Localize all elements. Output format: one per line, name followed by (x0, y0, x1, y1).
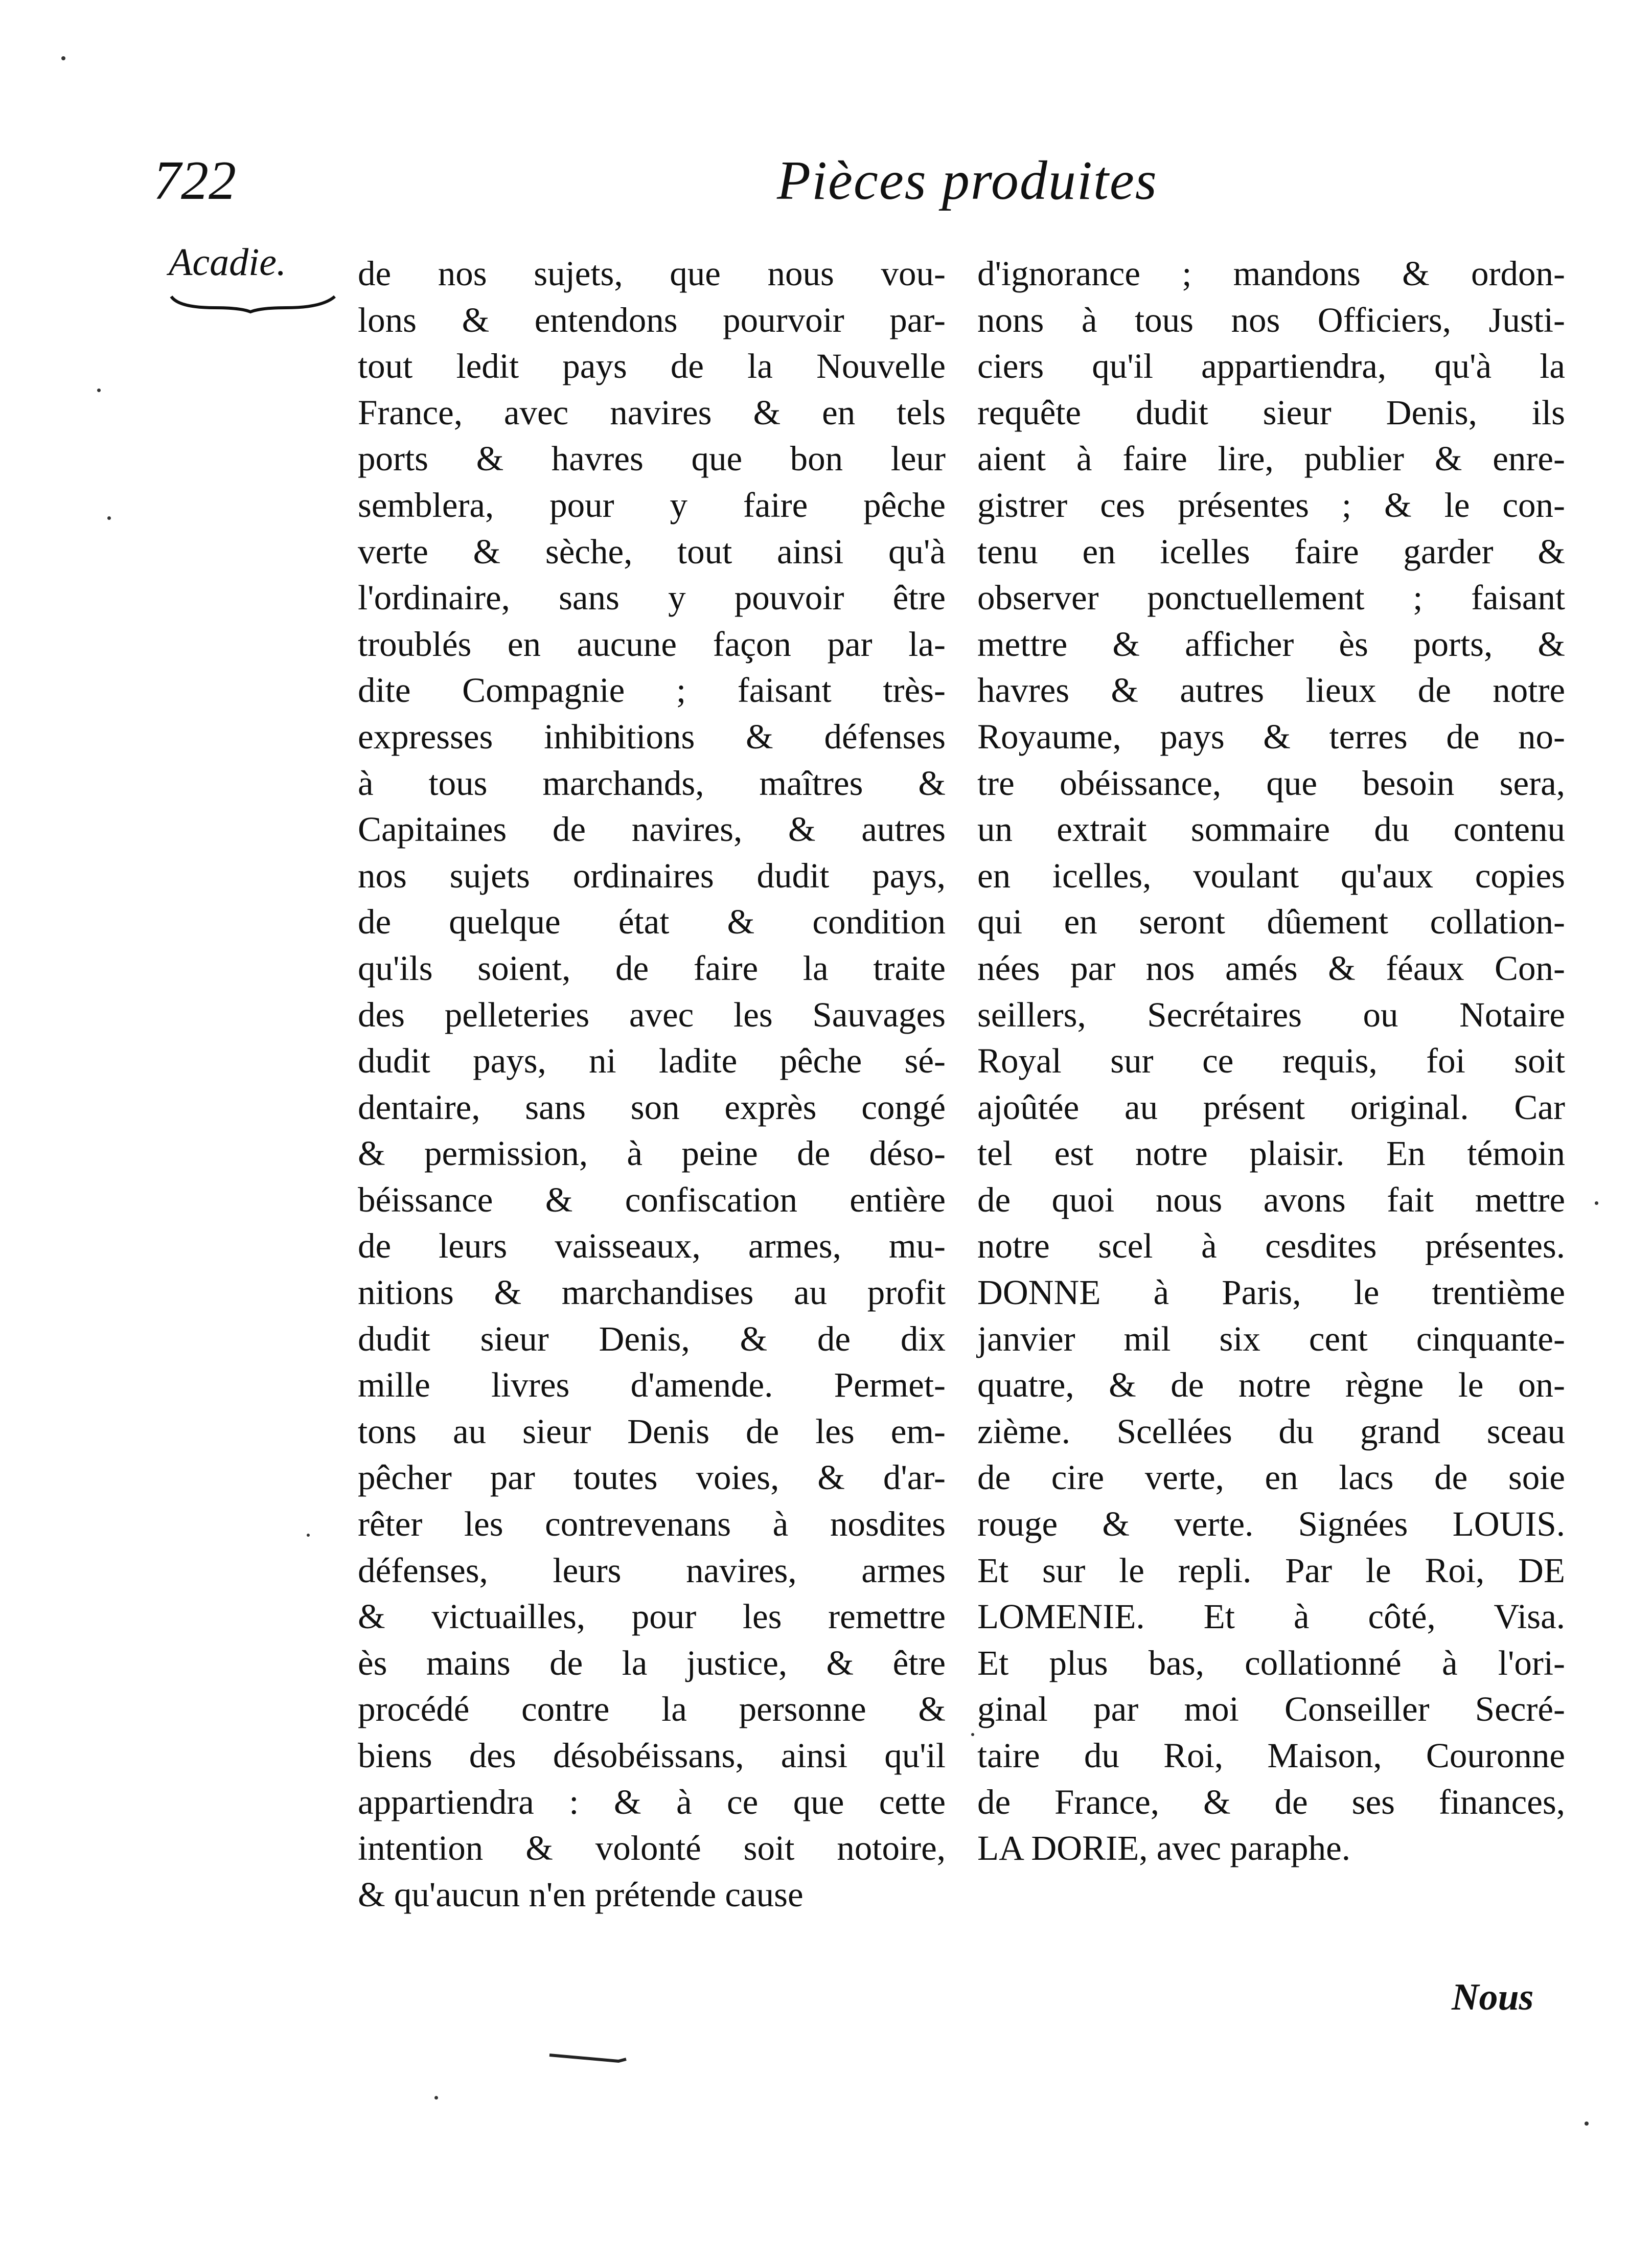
text-line: à tous marchands, maîtres & (358, 763, 946, 803)
text-line: Capitaines de navires, & autres (358, 810, 946, 849)
text-line: gistrer ces présentes ; & le con- (977, 485, 1565, 524)
text-line: Royal sur ce requis, foi soit (977, 1041, 1565, 1081)
text-line: qui en seront dûement collation- (977, 902, 1565, 942)
text-line: défenses, leurs navires, armes (358, 1550, 946, 1590)
text-line: Et sur le repli. Par le Roi, DE (977, 1550, 1565, 1590)
catchword: Nous (1452, 1976, 1534, 2018)
text-line: des pelleteries avec les Sauvages (358, 995, 946, 1034)
text-line: en icelles, voulant qu'aux copies (977, 856, 1565, 895)
text-line: dite Compagnie ; faisant très- (358, 671, 946, 710)
print-speck (97, 389, 101, 392)
text-line: notre scel à cesdites présentes. (977, 1226, 1565, 1266)
text-line: Et plus bas, collationné à l'ori- (977, 1643, 1565, 1682)
text-line: requête dudit sieur Denis, ils (977, 393, 1565, 432)
text-line: tel est notre plaisir. En témoin (977, 1134, 1565, 1173)
text-line: zième. Scellées du grand sceau (977, 1411, 1565, 1451)
text-line: lons & entendons pourvoir par- (358, 300, 946, 339)
text-line: de cire verte, en lacs de soie (977, 1458, 1565, 1497)
text-line: pêcher par toutes voies, & d'ar- (358, 1458, 946, 1497)
text-line: de leurs vaisseaux, armes, mu- (358, 1226, 946, 1266)
text-line: havres & autres lieux de notre (977, 671, 1565, 710)
text-line: de quelque état & condition (358, 902, 946, 942)
text-line: verte & sèche, tout ainsi qu'à (358, 532, 946, 571)
text-line: semblera, pour y faire pêche (358, 485, 946, 524)
text-line: & qu'aucun n'en prétende cause (358, 1875, 804, 1914)
text-line: taire du Roi, Maison, Couronne (977, 1736, 1565, 1775)
text-line: ports & havres que bon leur (358, 439, 946, 478)
text-line: ginal par moi Conseiller Secré- (977, 1690, 1565, 1729)
text-line: ès mains de la justice, & être (358, 1643, 946, 1682)
text-line: de nos sujets, que nous vou- (358, 254, 946, 293)
text-line: dudit sieur Denis, & de dix (358, 1319, 946, 1358)
text-line: nées par nos amés & féaux Con- (977, 948, 1565, 988)
print-speck (434, 2096, 438, 2100)
text-line: béissance & confiscation entière (358, 1180, 946, 1219)
text-line: ciers qu'il appartiendra, qu'à la (977, 347, 1565, 386)
print-speck (307, 1534, 310, 1537)
text-line: rêter les contrevenans à nosdites (358, 1504, 946, 1544)
text-line: mettre & afficher ès ports, & (977, 624, 1565, 664)
text-line: dudit pays, ni ladite pêche sé- (358, 1041, 946, 1081)
print-speck (971, 1733, 974, 1736)
text-line: quatre, & de notre règne le on- (977, 1365, 1565, 1405)
text-line: tons au sieur Denis de les em- (358, 1411, 946, 1451)
text-line: observer ponctuellement ; faisant (977, 578, 1565, 618)
text-line: l'ordinaire, sans y pouvoir être (358, 578, 946, 618)
text-line: dentaire, sans son exprès congé (358, 1087, 946, 1127)
text-line: de quoi nous avons fait mettre (977, 1180, 1565, 1219)
text-line: & victuailles, pour les remettre (358, 1597, 946, 1636)
text-line: France, avec navires & en tels (358, 393, 946, 432)
print-speck (1585, 2122, 1589, 2126)
print-speck (107, 516, 111, 520)
text-column-left (358, 250, 946, 1918)
text-line: seillers, Secrétaires ou Notaire (977, 995, 1565, 1034)
text-line: LOMENIE. Et à côté, Visa. (977, 1597, 1565, 1636)
text-line: aient à faire lire, publier & enre- (977, 439, 1565, 478)
text-line: intention & volonté soit notoire, (358, 1829, 946, 1868)
text-line: & permission, à peine de déso- (358, 1134, 946, 1173)
margin-brace-ornament (169, 292, 337, 314)
text-line: rouge & verte. Signées LOUIS. (977, 1504, 1565, 1544)
text-line: procédé contre la personne & (358, 1690, 946, 1729)
text-line: nons à tous nos Officiers, Justi- (977, 300, 1565, 339)
text-column-right (977, 250, 1565, 1872)
margin-note: Acadie. (169, 241, 287, 284)
text-line: Royaume, pays & terres de no- (977, 717, 1565, 756)
page-number: 722 (153, 150, 236, 211)
text-line: biens des désobéissans, ainsi qu'il (358, 1736, 946, 1775)
text-line: d'ignorance ; mandons & ordon- (977, 254, 1565, 293)
text-line: tout ledit pays de la Nouvelle (358, 347, 946, 386)
text-line: mille livres d'amende. Permet- (358, 1365, 946, 1405)
text-line: appartiendra : & à ce que cette (358, 1782, 946, 1821)
text-line: de France, & de ses finances, (977, 1782, 1565, 1821)
text-line: DONNE à Paris, le trentième (977, 1273, 1565, 1312)
text-line: nitions & marchandises au profit (358, 1273, 946, 1312)
text-line: expresses inhibitions & défenses (358, 717, 946, 756)
text-line: LA DORIE, avec paraphe. (977, 1829, 1350, 1868)
text-line: tre obéissance, que besoin sera, (977, 763, 1565, 803)
running-title: Pièces produites (777, 150, 1158, 211)
text-line: janvier mil six cent cinquante- (977, 1319, 1565, 1358)
print-speck (1595, 1201, 1598, 1205)
text-line: nos sujets ordinaires dudit pays, (358, 856, 946, 895)
print-speck (61, 56, 65, 60)
text-line: tenu en icelles faire garder & (977, 532, 1565, 571)
print-smudge (547, 2050, 629, 2065)
text-line: troublés en aucune façon par la- (358, 624, 946, 664)
text-line: qu'ils soient, de faire la traite (358, 948, 946, 988)
text-line: ajoûtée au présent original. Car (977, 1087, 1565, 1127)
text-line: un extrait sommaire du contenu (977, 810, 1565, 849)
